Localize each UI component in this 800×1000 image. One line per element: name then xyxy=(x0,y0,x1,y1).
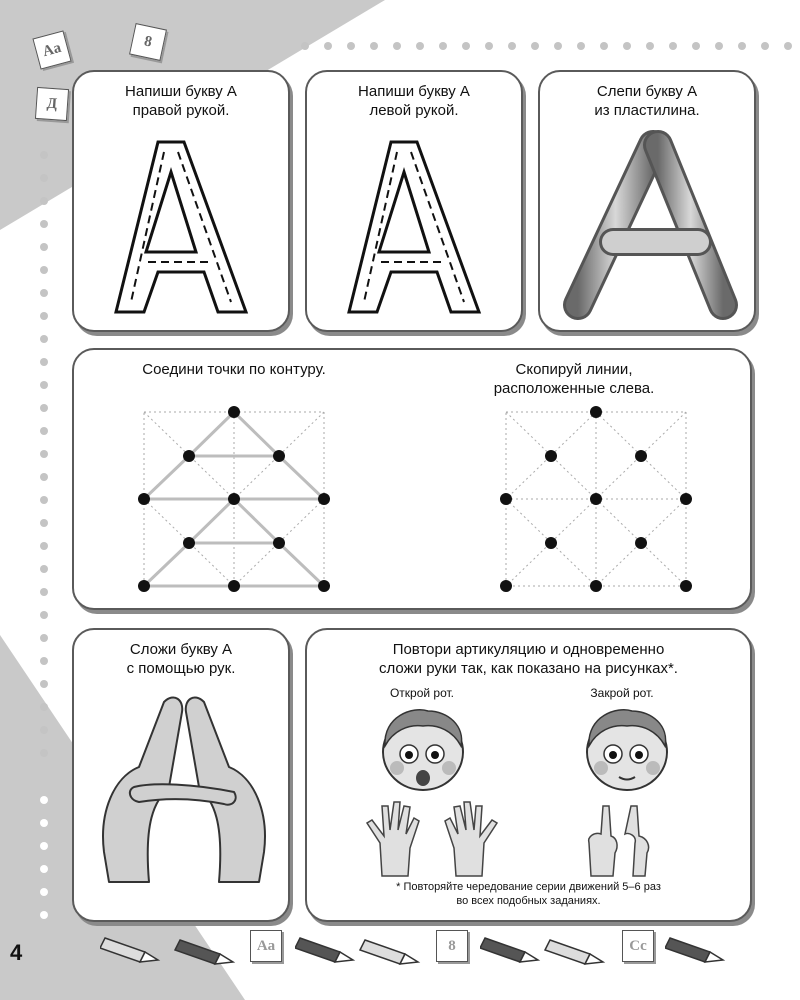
card-articulation xyxy=(305,628,752,922)
card-dots xyxy=(72,348,752,610)
corner-chip-v: 8 xyxy=(129,23,167,61)
pencils-icon xyxy=(295,928,435,968)
left-dot-column xyxy=(40,151,48,757)
connect-dots-title: Соедини точки по контуру. xyxy=(142,361,326,378)
card-write-right-hand xyxy=(72,70,290,332)
card-hands-letter xyxy=(72,628,290,922)
card-title: Повтори артикуляцию и одновременно сложи руки так, как показано на рисунках*. xyxy=(379,641,678,677)
letter-a-trace-icon xyxy=(96,132,266,322)
card-plasticine xyxy=(538,70,756,332)
footnote: * Повторяйте чередование серии движений 5–6 раз во всех подобных заданиях. xyxy=(396,881,661,907)
plasticine-letter-a-icon xyxy=(558,130,738,320)
card-write-left-hand xyxy=(305,70,523,332)
card-title: Слепи букву А из пластилина. xyxy=(594,83,700,119)
open-hands-icon xyxy=(362,798,502,878)
footer-chip-aa: Aa xyxy=(250,930,282,962)
page-number: 4 xyxy=(10,940,23,965)
pencil-icon xyxy=(665,928,735,968)
top-dot-row xyxy=(301,42,792,50)
pointed-hands-icon xyxy=(577,798,677,878)
footer-chip-v: 8 xyxy=(436,930,468,962)
card-title: Сложи букву А с помощью рук. xyxy=(126,641,236,677)
face-open-label: Открой рот. xyxy=(389,686,455,700)
card-title: Напиши букву А левой рукой. xyxy=(358,83,470,119)
corner-chip-aa: Aa xyxy=(32,30,71,69)
letter-a-trace-icon xyxy=(329,132,499,322)
pencils-icon xyxy=(480,928,620,968)
dot-grids xyxy=(134,406,694,596)
hands-letter-a-icon xyxy=(94,692,274,892)
face-close-label: Закрой рот. xyxy=(590,686,654,700)
footer-chip-cc: Cc xyxy=(622,930,654,962)
card-title: Напиши букву А правой рукой. xyxy=(125,83,237,119)
corner-chip-d: Д xyxy=(35,87,69,121)
child-face-open-mouth-icon xyxy=(373,706,473,796)
copy-lines-title: Скопируй линии, расположенные слева. xyxy=(493,361,655,397)
pencils-icon xyxy=(100,928,240,968)
child-face-closed-mouth-icon xyxy=(577,706,677,796)
